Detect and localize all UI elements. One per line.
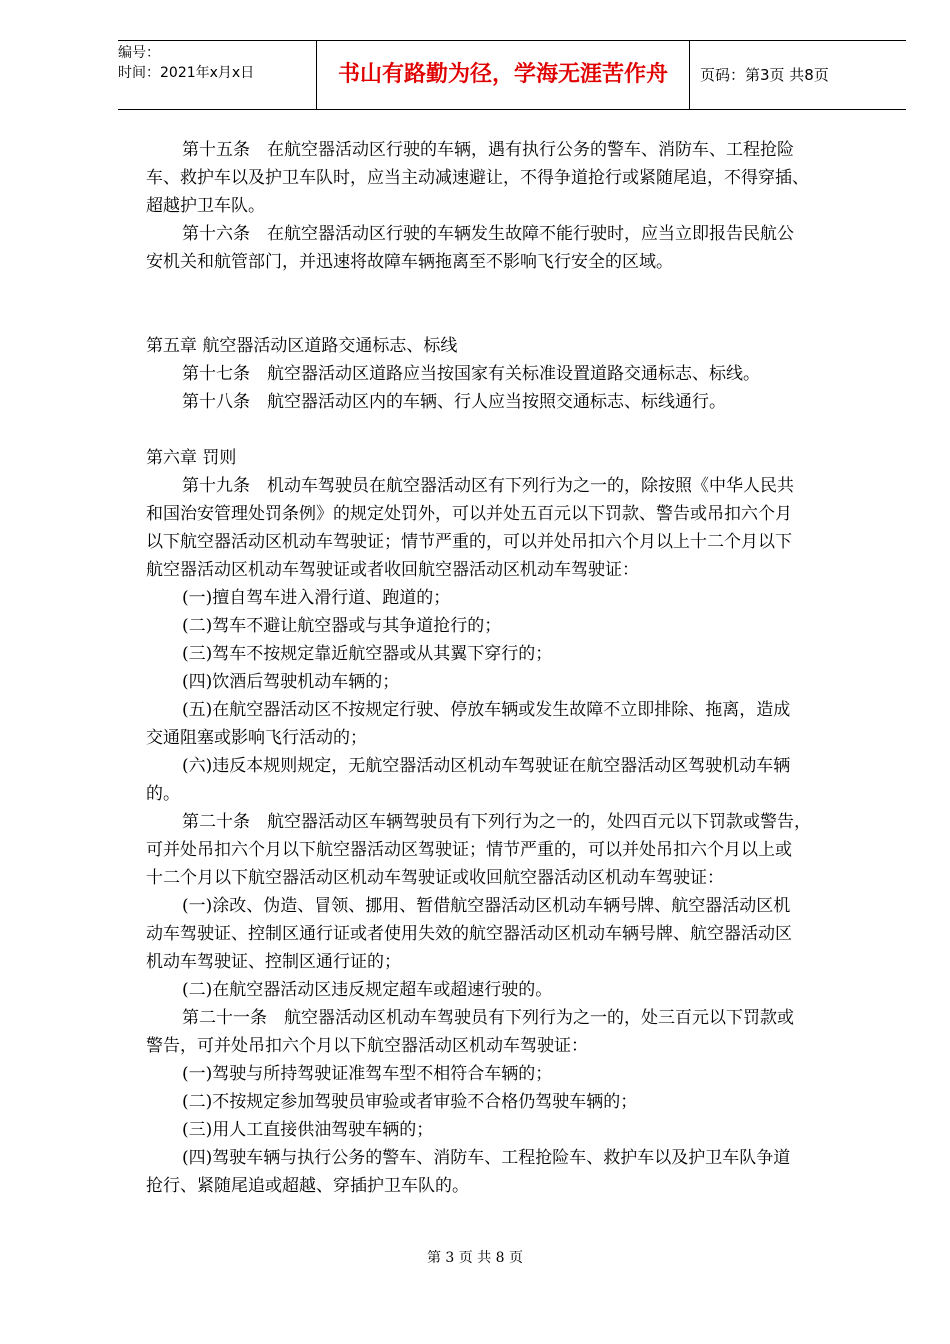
page-header (118, 40, 906, 110)
article-19-item-6-line-2: 的。 (146, 784, 180, 804)
article-21-line-1: 第二十一条 航空器活动区机动车驾驶员有下列行为之一的，处三百元以下罚款或 (182, 1008, 794, 1028)
article-21-line-2: 警告，可并处吊扣六个月以下航空器活动区机动车驾驶证： (146, 1036, 588, 1056)
document-body (146, 136, 876, 1200)
article-21-item-2: (二)不按规定参加驾驶员审验或者审验不合格仍驾驶车辆的； (182, 1092, 638, 1112)
article-21-item-3: (三)用人工直接供油驾驶车辆的； (182, 1120, 434, 1140)
article-20-line-1: 第二十条 航空器活动区车辆驾驶员有下列行为之一的，处四百元以下罚款或警告， (182, 812, 811, 832)
article-17: 第十七条 航空器活动区道路应当按国家有关标准设置道路交通标志、标线。 (182, 364, 760, 384)
page-info: 页码：第3页 共8页 (700, 66, 829, 84)
page-footer: 第 3 页 共 8 页 (426, 1250, 524, 1266)
article-20-item-1-line-2: 动车驾驶证、控制区通行证或者使用失效的航空器活动区机动车辆号牌、航空器活动区 (146, 924, 792, 944)
article-21-item-4-line-1: (四)驾驶车辆与执行公务的警车、消防车、工程抢险车、救护车以及护卫车队争道 (182, 1148, 791, 1168)
article-16-line-2: 安机关和航管部门，并迅速将故障车辆拖离至不影响飞行安全的区域。 (146, 252, 673, 272)
article-19-item-4: (四)饮酒后驾驶机动车辆的； (182, 672, 400, 692)
motto: 书山有路勤为径，学海无涯苦作舟 (316, 41, 690, 109)
article-19-item-3: (三)驾车不按规定靠近航空器或从其翼下穿行的； (182, 644, 553, 664)
article-19-line-4: 航空器活动区机动车驾驶证或者收回航空器活动区机动车驾驶证： (146, 560, 639, 580)
article-21-item-1: (一)驾驶与所持驾驶证准驾车型不相符合车辆的； (182, 1064, 553, 1084)
article-20-line-3: 十二个月以下航空器活动区机动车驾驶证或收回航空器活动区机动车驾驶证： (146, 868, 724, 888)
time-label: 时间：2021年x月x日 (118, 65, 255, 81)
article-19-line-2: 和国治安管理处罚条例》的规定处罚外，可以并处五百元以下罚款、警告或吊扣六个月 (146, 504, 792, 524)
article-19-line-1: 第十九条 机动车驾驶员在航空器活动区有下列行为之一的，除按照《中华人民共 (182, 476, 794, 496)
article-15-line-3: 超越护卫车队。 (146, 196, 265, 216)
article-19-item-2: (二)驾车不避让航空器或与其争道抢行的； (182, 616, 502, 636)
article-20-item-2: (二)在航空器活动区违反规定超车或超速行驶的。 (182, 980, 553, 1000)
article-15-line-2: 车、救护车以及护卫车队时，应当主动减速避让，不得争道抢行或紧随尾追，不得穿插、 (146, 168, 809, 188)
article-19-item-5-line-1: (五)在航空器活动区不按规定行驶、停放车辆或发生故障不立即排除、拖离，造成 (182, 700, 791, 720)
article-19-item-6-line-1: (六)违反本规则规定，无航空器活动区机动车驾驶证在航空器活动区驾驶机动车辆 (182, 756, 791, 776)
article-16-line-1: 第十六条 在航空器活动区行驶的车辆发生故障不能行驶时，应当立即报告民航公 (182, 224, 794, 244)
article-20-item-1-line-3: 机动车驾驶证、控制区通行证的； (146, 952, 401, 972)
article-18: 第十八条 航空器活动区内的车辆、行人应当按照交通标志、标线通行。 (182, 392, 726, 412)
number-label: 编号： (118, 45, 160, 61)
article-21-item-4-line-2: 抢行、紧随尾追或超越、穿插护卫车队的。 (146, 1176, 469, 1196)
chapter-6-heading: 第六章 罚则 (146, 448, 237, 468)
article-15-line-1: 第十五条 在航空器活动区行驶的车辆，遇有执行公务的警车、消防车、工程抢险 (182, 140, 794, 160)
chapter-5-heading: 第五章 航空器活动区道路交通标志、标线 (146, 336, 458, 356)
article-19-item-1: (一)擅自驾车进入滑行道、跑道的； (182, 588, 451, 608)
article-20-line-2: 可并处吊扣六个月以下航空器活动区驾驶证；情节严重的，可以并处吊扣六个月以上或 (146, 840, 792, 860)
article-20-item-1-line-1: (一)涂改、伪造、冒领、挪用、暂借航空器活动区机动车辆号牌、航空器活动区机 (182, 896, 791, 916)
article-19-line-3: 以下航空器活动区机动车驾驶证；情节严重的，可以并处吊扣六个月以上十二个月以下 (146, 532, 792, 552)
header-meta (118, 41, 316, 111)
article-19-item-5-line-2: 交通阻塞或影响飞行活动的； (146, 728, 367, 748)
